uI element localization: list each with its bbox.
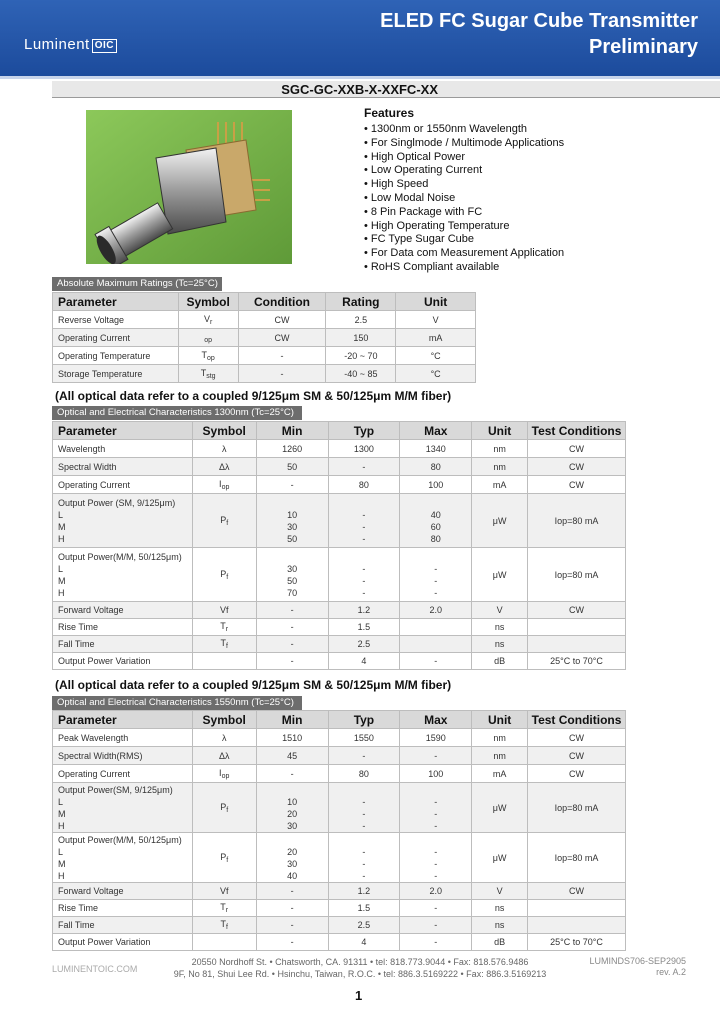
cell-symbol: op [178, 329, 238, 347]
cell-max: - [400, 934, 472, 951]
table-header-row [53, 293, 476, 311]
table-row [53, 311, 476, 329]
cell-unit: dB [472, 934, 528, 951]
col-header: Parameter [53, 711, 193, 729]
cell-test-condition: CW [528, 747, 626, 765]
cell-min: - [256, 934, 328, 951]
cell-parameter: Output Power (SM, 9/125μm) L M H [53, 494, 193, 548]
cell-max: 2.0 [400, 883, 472, 900]
col-header: Min [256, 422, 328, 440]
cell-unit: mA [472, 765, 528, 783]
cell-max: - [400, 653, 472, 670]
cell-unit: °C [396, 365, 476, 383]
cell-max: - [400, 917, 472, 934]
abs-max-table [52, 292, 476, 383]
cell-symbol: $T_{op}$ [178, 347, 238, 365]
fiber-note: (All optical data refer to a coupled 9/125μm SM & 50/125μm M/M fiber) [55, 678, 452, 692]
col-header: Unit [472, 422, 528, 440]
cell-symbol: $T_r$ [192, 900, 256, 917]
cell-test-condition: Iop=80 mA [528, 494, 626, 548]
cell-unit: nm [472, 729, 528, 747]
cell-parameter: Forward Voltage [53, 883, 193, 900]
cell-symbol: $V_r$ [178, 311, 238, 329]
cell-test-condition: CW [528, 765, 626, 783]
table-row [53, 440, 626, 458]
table-row [53, 934, 626, 951]
cell-symbol: Vf [192, 602, 256, 619]
col-header: Test Conditions [528, 711, 626, 729]
cell-typ: - - - [328, 494, 400, 548]
feature-item: • High Operating Temperature [364, 220, 564, 234]
cell-max: - - - [400, 783, 472, 833]
cell-typ: 80 [328, 765, 400, 783]
feature-item: • 1300nm or 1550nm Wavelength [364, 123, 564, 137]
cell-test-condition: 25°C to 70°C [528, 934, 626, 951]
cell-parameter: Peak Wavelength [53, 729, 193, 747]
cell-min: - [256, 602, 328, 619]
cell-test-condition: CW [528, 458, 626, 476]
cell-test-condition [528, 619, 626, 636]
cell-typ: 80 [328, 476, 400, 494]
cell-typ: 1.5 [328, 619, 400, 636]
cell-min: - [256, 636, 328, 653]
cell-typ: 2.5 [328, 917, 400, 934]
table-row [53, 783, 626, 833]
cell-parameter: Operating Current [53, 476, 193, 494]
col-header: Symbol [178, 293, 238, 311]
cell-symbol: $P_f$ [192, 783, 256, 833]
cell-typ: 2.5 [328, 636, 400, 653]
feature-item: • RoHS Compliant available [364, 261, 564, 275]
col-header: Parameter [53, 293, 179, 311]
feature-item: • High Optical Power [364, 151, 564, 165]
cell-test-condition: Iop=80 mA [528, 783, 626, 833]
table-row [53, 619, 626, 636]
cell-max: - - - [400, 833, 472, 883]
cell-symbol: $I_{op}$ [192, 765, 256, 783]
cell-min: 1510 [256, 729, 328, 747]
cell-unit: nm [472, 458, 528, 476]
cell-symbol: $P_f$ [192, 833, 256, 883]
table-row [53, 494, 626, 548]
cell-test-condition: CW [528, 883, 626, 900]
feature-item: • Low Operating Current [364, 164, 564, 178]
cell-max: 1590 [400, 729, 472, 747]
product-photo [86, 110, 292, 264]
cell-parameter: Storage Temperature [53, 365, 179, 383]
col-header: Rating [326, 293, 396, 311]
cell-max: 1340 [400, 440, 472, 458]
part-number-bar [52, 81, 720, 98]
cell-parameter: Output Power Variation [53, 934, 193, 951]
cell-unit: nm [472, 747, 528, 765]
cell-test-condition: CW [528, 476, 626, 494]
table-row [53, 765, 626, 783]
cell-typ: 4 [328, 653, 400, 670]
footer-revision: rev. A.2 [656, 967, 686, 977]
cell-symbol: Δλ [192, 458, 256, 476]
footer-doc-id: LUMINDS706-SEP2905 [589, 956, 686, 966]
table-row [53, 602, 626, 619]
cell-unit: ns [472, 636, 528, 653]
page-number: 1 [355, 988, 363, 1003]
col-header: Max [400, 711, 472, 729]
cell-rating: -40 ~ 85 [326, 365, 396, 383]
cell-typ: 1.2 [328, 602, 400, 619]
table-row [53, 833, 626, 883]
table-row [53, 653, 626, 670]
cell-unit: dB [472, 653, 528, 670]
features-heading: Features [364, 106, 415, 120]
footer-website[interactable]: LUMINENTOIC.COM [52, 964, 138, 974]
feature-item: • High Speed [364, 178, 564, 192]
cell-max: - [400, 900, 472, 917]
cell-unit: mA [396, 329, 476, 347]
header-rule [0, 76, 720, 79]
table-row [53, 636, 626, 653]
cell-parameter: Spectral Width(RMS) [53, 747, 193, 765]
cell-test-condition: CW [528, 729, 626, 747]
cell-parameter: Spectral Width [53, 458, 193, 476]
cell-max: 40 60 80 [400, 494, 472, 548]
cell-min: 10 30 50 [256, 494, 328, 548]
cell-parameter: Fall Time [53, 636, 193, 653]
cell-test-condition [528, 917, 626, 934]
cell-parameter: Output Power(M/M, 50/125μm) L M H [53, 833, 193, 883]
cell-parameter: Operating Temperature [53, 347, 179, 365]
cell-unit: V [472, 602, 528, 619]
cell-min: - [256, 917, 328, 934]
footer-address-us: 20550 Nordhoff St. • Chatsworth, CA. 91311 • tel: 818.773.9044 • Fax: 818.576.9486 [191, 957, 529, 967]
feature-item: • For Data com Measurement Application [364, 247, 564, 261]
part-number: SGC-GC-XXB-X-XXFC-XX [281, 82, 438, 97]
t1550-title: Optical and Electrical Characteristics 1550nm (Tc=25°C) [52, 696, 302, 710]
cell-typ: 1300 [328, 440, 400, 458]
footer-address-tw: 9F, No 81, Shui Lee Rd. • Hsinchu, Taiwan, R.O.C. • tel: 886.3.5169222 • Fax: 886.3.5169213 [173, 969, 547, 979]
table-row [53, 476, 626, 494]
cell-symbol: $I_{op}$ [192, 476, 256, 494]
cell-unit: V [472, 883, 528, 900]
feature-item: • FC Type Sugar Cube [364, 233, 564, 247]
cell-symbol: $T_r$ [192, 619, 256, 636]
cell-typ: - - - [328, 783, 400, 833]
cell-min: - [256, 900, 328, 917]
cell-condition: - [238, 365, 326, 383]
cell-typ: 1550 [328, 729, 400, 747]
cell-unit: mA [472, 476, 528, 494]
cell-unit: μW [472, 548, 528, 602]
col-header: Symbol [192, 422, 256, 440]
table-row [53, 747, 626, 765]
cell-max: 2.0 [400, 602, 472, 619]
feature-item: • 8 Pin Package with FC [364, 206, 564, 220]
cell-max: 100 [400, 765, 472, 783]
cell-symbol: $T_f$ [192, 636, 256, 653]
table-row [53, 329, 476, 347]
cell-symbol: $P_f$ [192, 548, 256, 602]
cell-condition: CW [238, 329, 326, 347]
cell-test-condition: 25°C to 70°C [528, 653, 626, 670]
table-header-row [53, 711, 626, 729]
table-row [53, 458, 626, 476]
feature-item: • For Singlmode / Multimode Applications [364, 137, 564, 151]
cell-unit: ns [472, 619, 528, 636]
col-header: Symbol [192, 711, 256, 729]
cell-unit: ns [472, 917, 528, 934]
col-header: Condition [238, 293, 326, 311]
cell-parameter: Forward Voltage [53, 602, 193, 619]
col-header: Min [256, 711, 328, 729]
cell-parameter: Output Power(M/M, 50/125μm) L M H [53, 548, 193, 602]
document-status: Preliminary [589, 36, 698, 58]
cell-parameter: Fall Time [53, 917, 193, 934]
cell-condition: - [238, 347, 326, 365]
col-header: Typ [328, 422, 400, 440]
cell-unit: μW [472, 494, 528, 548]
cell-parameter: Rise Time [53, 900, 193, 917]
col-header: Max [400, 422, 472, 440]
cell-typ: 4 [328, 934, 400, 951]
features-section [364, 106, 564, 275]
cell-symbol: $P_f$ [192, 494, 256, 548]
cell-unit: μW [472, 783, 528, 833]
cell-max: 80 [400, 458, 472, 476]
cell-symbol: λ [192, 729, 256, 747]
cell-max [400, 636, 472, 653]
cell-symbol [192, 934, 256, 951]
cell-parameter: Operating Current [53, 765, 193, 783]
cell-parameter: Wavelength [53, 440, 193, 458]
table-row [53, 883, 626, 900]
cell-typ: - - - [328, 548, 400, 602]
cell-min: - [256, 653, 328, 670]
cell-unit: °C [396, 347, 476, 365]
cell-parameter: Operating Current [53, 329, 179, 347]
cell-max: - [400, 747, 472, 765]
document-title: ELED FC Sugar Cube Transmitter [380, 10, 698, 32]
cell-max [400, 619, 472, 636]
cell-test-condition: Iop=80 mA [528, 548, 626, 602]
cell-rating: 2.5 [326, 311, 396, 329]
table-row [53, 729, 626, 747]
cell-symbol: Vf [192, 883, 256, 900]
cell-test-condition: Iop=80 mA [528, 833, 626, 883]
cell-unit: μW [472, 833, 528, 883]
t1300-table [52, 421, 626, 670]
company-logo: Luminent OIC [24, 36, 117, 53]
col-header: Typ [328, 711, 400, 729]
cell-min: - [256, 476, 328, 494]
cell-symbol: λ [192, 440, 256, 458]
cell-condition: CW [238, 311, 326, 329]
cell-test-condition: CW [528, 440, 626, 458]
cell-symbol: $T_f$ [192, 917, 256, 934]
cell-typ: 1.2 [328, 883, 400, 900]
cell-rating: -20 ~ 70 [326, 347, 396, 365]
table-row [53, 917, 626, 934]
features-list [364, 123, 564, 275]
cell-typ: - [328, 458, 400, 476]
cell-min: - [256, 619, 328, 636]
cell-max: 100 [400, 476, 472, 494]
cell-rating: 150 [326, 329, 396, 347]
cell-min: - [256, 765, 328, 783]
table-row [53, 900, 626, 917]
t1550-table [52, 710, 626, 951]
cell-min: 1260 [256, 440, 328, 458]
cell-min: 50 [256, 458, 328, 476]
cell-typ: 1.5 [328, 900, 400, 917]
table-header-row [53, 422, 626, 440]
cell-parameter: Output Power Variation [53, 653, 193, 670]
header-banner [0, 0, 720, 76]
cell-min: 10 20 30 [256, 783, 328, 833]
cell-unit: ns [472, 900, 528, 917]
cell-typ: - - - [328, 833, 400, 883]
table-row [53, 347, 476, 365]
cell-test-condition [528, 900, 626, 917]
col-header: Parameter [53, 422, 193, 440]
cell-unit: nm [472, 440, 528, 458]
abs-max-title: Absolute Maximum Ratings (Tc=25°C) [52, 277, 222, 291]
table-row [53, 548, 626, 602]
cell-min: 20 30 40 [256, 833, 328, 883]
cell-typ: - [328, 747, 400, 765]
cell-min: - [256, 883, 328, 900]
cell-min: 30 50 70 [256, 548, 328, 602]
cell-symbol: Δλ [192, 747, 256, 765]
col-header: Unit [396, 293, 476, 311]
cell-parameter: Rise Time [53, 619, 193, 636]
cell-max: - - - [400, 548, 472, 602]
col-header: Unit [472, 711, 528, 729]
cell-unit: V [396, 311, 476, 329]
fiber-note: (All optical data refer to a coupled 9/125μm SM & 50/125μm M/M fiber) [55, 389, 452, 403]
col-header: Test Conditions [528, 422, 626, 440]
feature-item: • Low Modal Noise [364, 192, 564, 206]
cell-symbol [192, 653, 256, 670]
cell-min: 45 [256, 747, 328, 765]
t1300-title: Optical and Electrical Characteristics 1300nm (Tc=25°C) [52, 406, 302, 420]
cell-parameter: Reverse Voltage [53, 311, 179, 329]
cell-test-condition [528, 636, 626, 653]
table-row [53, 365, 476, 383]
cell-parameter: Output Power(SM, 9/125μm) L M H [53, 783, 193, 833]
cell-test-condition: CW [528, 602, 626, 619]
cell-symbol: $T_{stg}$ [178, 365, 238, 383]
